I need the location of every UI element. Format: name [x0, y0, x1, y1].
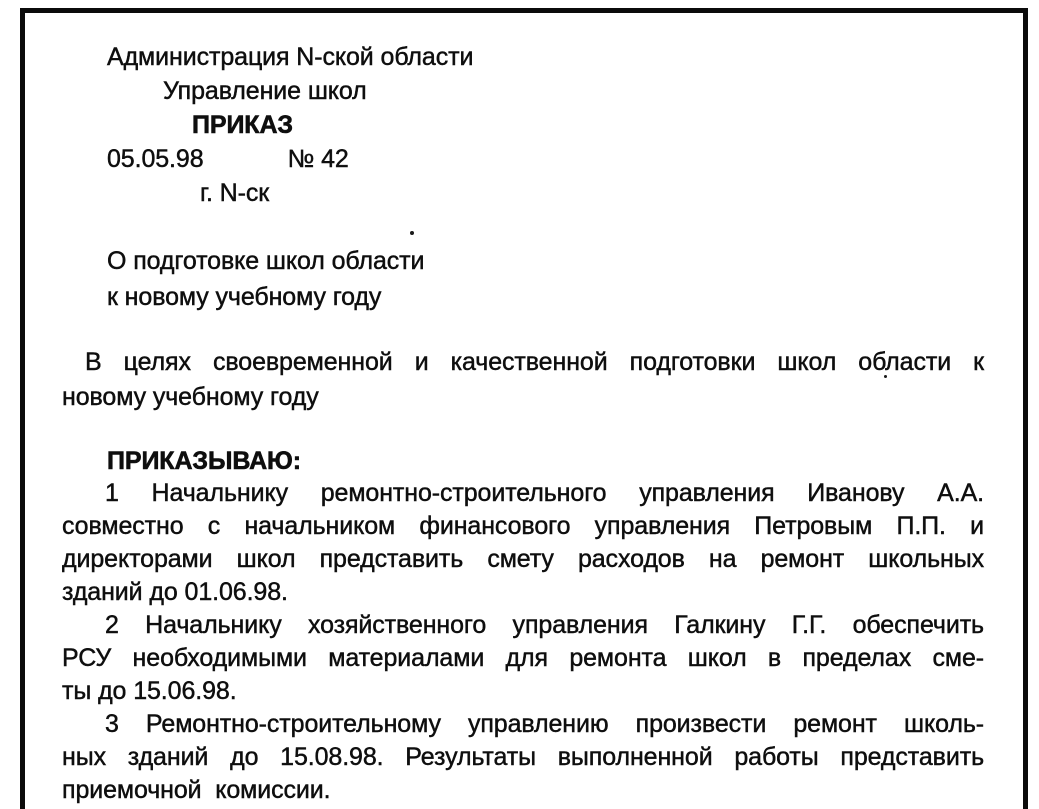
item-line: ных зданий до 15.08.98. Результаты выполненной работы представить: [62, 743, 984, 771]
item-line: зданий до 01.06.98.: [62, 578, 288, 606]
document-number: № 42: [287, 145, 349, 173]
item-line: 1 Начальнику ремонтно-строительного управления Иванову А.А.: [105, 479, 984, 507]
item-line: приемочной комиссии.: [62, 776, 331, 804]
item-line: совместно с начальником финансового управления Петровым П.П. и: [62, 512, 984, 540]
item-line: 3 Ремонтно-строительному управлению произвести ремонт школь-: [105, 710, 984, 738]
issuer-organization: Администрация N-ской области: [107, 43, 474, 71]
document-preamble: [62, 345, 984, 415]
directive-heading: ПРИКАЗЫВАЮ:: [107, 447, 301, 475]
document-type-title: ПРИКАЗ: [192, 111, 293, 139]
item-line: 2 Начальнику хозяйственного управления Галкину Г.Г. обеспечить: [105, 611, 984, 639]
issuer-department: Управление школ: [163, 77, 367, 105]
document-date: 05.05.98: [107, 145, 204, 173]
scan-speck: [410, 231, 414, 235]
directive-item-3: [62, 708, 984, 807]
subject-line: О подготовке школ области: [107, 247, 425, 275]
directive-item-1: [62, 477, 984, 609]
subject-line: к новому учебному году: [107, 283, 382, 311]
document-place: г. N-ск: [200, 179, 270, 207]
document-header: [0, 40, 473, 210]
item-line: ты до 15.06.98.: [62, 677, 237, 705]
preamble-line: В целях своевременной и качественной подготовки школ области к: [85, 348, 984, 376]
directive-items: [62, 477, 984, 807]
directive-item-2: [62, 609, 984, 708]
date-number-row: [107, 142, 473, 176]
item-line: РСУ необходимыми материалами для ремонта школ в пределах сме-: [62, 644, 984, 672]
document-subject: [107, 243, 424, 315]
preamble-line: новому учебному году: [62, 383, 319, 411]
item-line: директорами школ представить смету расходов на ремонт школьных: [62, 545, 984, 573]
